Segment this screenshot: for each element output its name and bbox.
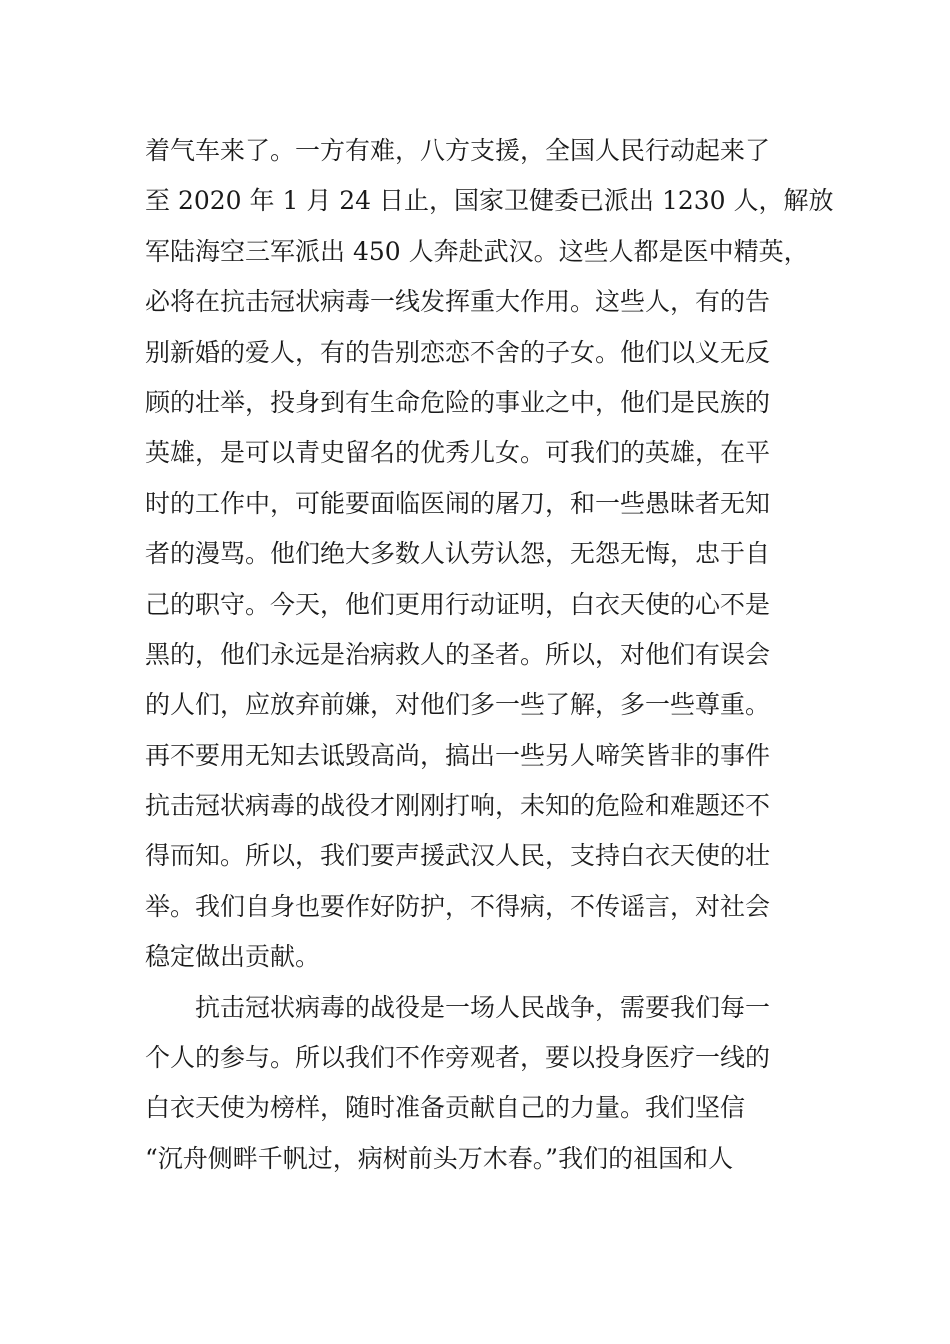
text-line: 抗击冠状病毒的战役才刚刚打响，未知的危险和难题还不 [145,791,771,821]
text-line: 得而知。所以，我们要声援武汉人民，支持白衣天使的壮 [145,841,771,871]
text-line: 黑的，他们永远是治病救人的圣者。所以，对他们有误会 [145,639,771,669]
text-line: 再不要用无知去诋毁高尚，搞出一些另人啼笑皆非的事件 [145,740,771,770]
text-line: 顾的壮举，投身到有生命危险的事业之中，他们是民族的 [145,387,771,417]
text-line: 者的漫骂。他们绝大多数人认劳认怨，无怨无悔，忠于自 [145,539,771,569]
text-line: 个人的参与。所以我们不作旁观者，要以投身医疗一线的 [145,1043,771,1073]
text-line: 必将在抗击冠状病毒一线发挥重大作用。这些人，有的告 [145,287,771,317]
text-line: 己的职守。今天，他们更用行动证明，白衣天使的心不是 [145,589,771,619]
text-line: 着气车来了。一方有难，八方支援，全国人民行动起来了 [145,136,771,165]
body-text [145,126,834,1184]
text-line: 的人们，应放弃前嫌，对他们多一些了解，多一些尊重。 [145,690,771,720]
text-line: 军陆海空三军派出 450 人奔赴武汉。这些人都是医中精英， [145,236,809,266]
text-line: 别新婚的爱人，有的告别恋恋不舍的子女。他们以义无反 [145,337,771,367]
text-line: 至 2020 年 1 月 24 日止，国家卫健委已派出 1230 人，解放 [145,186,834,216]
text-line: 时的工作中，可能要面临医闹的屠刀，和一些愚昧者无知 [145,488,771,518]
paragraph-start-line: 抗击冠状病毒的战役是一场人民战争，需要我们每一 [195,992,771,1022]
text-line: 举。我们自身也要作好防护，不得病，不传谣言，对社会 [145,891,771,921]
text-line: 稳定做出贡献。 [145,942,321,972]
text-line: “沉舟侧畔千帆过，病树前头万木春。”我们的祖国和人 [145,1143,734,1173]
text-line: 白衣天使为榜样，随时准备贡献自己的力量。我们坚信 [145,1093,746,1123]
text-line: 英雄，是可以青史留名的优秀儿女。可我们的英雄，在平 [145,438,771,468]
